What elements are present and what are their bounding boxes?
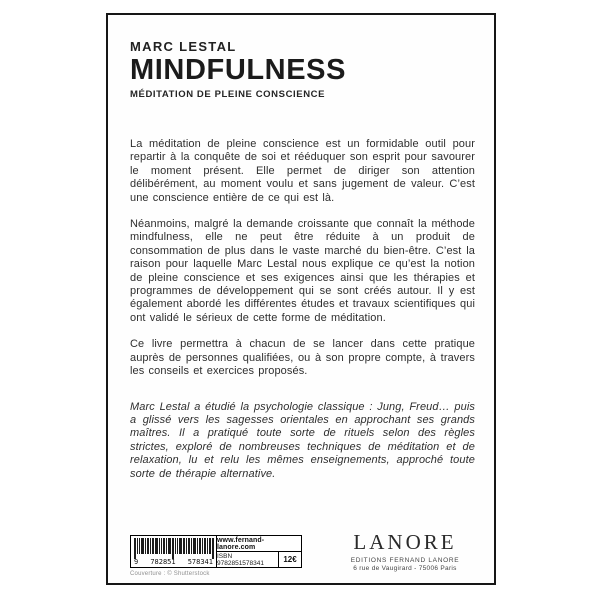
barcode-digit-group: 9 — [134, 558, 139, 566]
publisher-block — [330, 530, 480, 572]
paragraph-intro: La méditation de pleine conscience est un formidable outil pour repartir à la conquête de soi et rééduquer son esprit pour savourer le moment présent. Elle permet de diriger son attention délibérément, au moment voulu et sans jugement de valeur. C’est une conscience entière de ce qui est là. — [130, 138, 475, 204]
barcode-block — [130, 535, 302, 577]
barcode-info — [216, 536, 301, 567]
paragraph-promise: Ce livre permettra à chacun de se lancer dans cette pratique auprès de personnes qualifiées, ou à son propre compte, à travers les conseils et exercices proposés. — [130, 338, 475, 378]
isbn-row — [217, 552, 301, 567]
cover-content — [108, 15, 494, 583]
book-subtitle: MÉDITATION DE PLEINE CONSCIENCE — [130, 89, 326, 100]
cover-header — [130, 39, 475, 100]
author-name: MARC LESTAL — [130, 39, 237, 54]
barcode — [131, 536, 216, 567]
cover-footer — [130, 530, 480, 577]
author-bio: Marc Lestal a étudié la psychologie classique : Jung, Freud… puis a glissé vers les sagesses orientales en approchant ses grands maîtres. Il a pratiqué toute sorte de rituels selon des règles strictes, exploré de nombreuses techniques de méditation et de relaxation, lu et relu les mêmes enseignements, approché toute sorte de thérapie alternative. — [130, 400, 475, 480]
paragraph-context: Néanmoins, malgré la demande croissante que connaît la méthode mindfulness, elle ne peut être réduite à un produit de consommation de plus dans le vaste marché du bien-être. C’est la raison pour laquelle Marc Lestal nous explique ce qu’est la notion de pleine conscience et ses exigences ainsi que les thérapies et programmes de développement qui se sont créés autour. Il y est également abordé les différentes études et travaux scientifiques qui ont validé le sérieux de cette forme de méditation. — [130, 218, 475, 324]
barcode-digits — [133, 559, 214, 566]
publisher-logo: LANORE — [353, 530, 457, 554]
barcode-digit-group: 578341 — [187, 558, 213, 566]
publisher-address: 6 rue de Vaugirard - 75006 Paris — [353, 565, 457, 572]
back-cover-text — [130, 138, 475, 481]
barcode-digit-group: 782851 — [150, 558, 176, 566]
book-back-cover — [106, 13, 496, 585]
isbn-number: ISBN 9782851578341 — [217, 552, 264, 567]
publisher-name: EDITIONS FERNAND LANORE — [350, 557, 460, 564]
cover-photo-credit: Couverture : © Shutterstock — [130, 571, 210, 577]
barcode-bars-icon — [134, 538, 214, 559]
publisher-website: www.fernand-lanore.com — [217, 536, 301, 552]
barcode-box — [130, 535, 302, 568]
price-tag: 12€ — [278, 552, 301, 567]
book-title: MINDFULNESS — [130, 54, 347, 86]
